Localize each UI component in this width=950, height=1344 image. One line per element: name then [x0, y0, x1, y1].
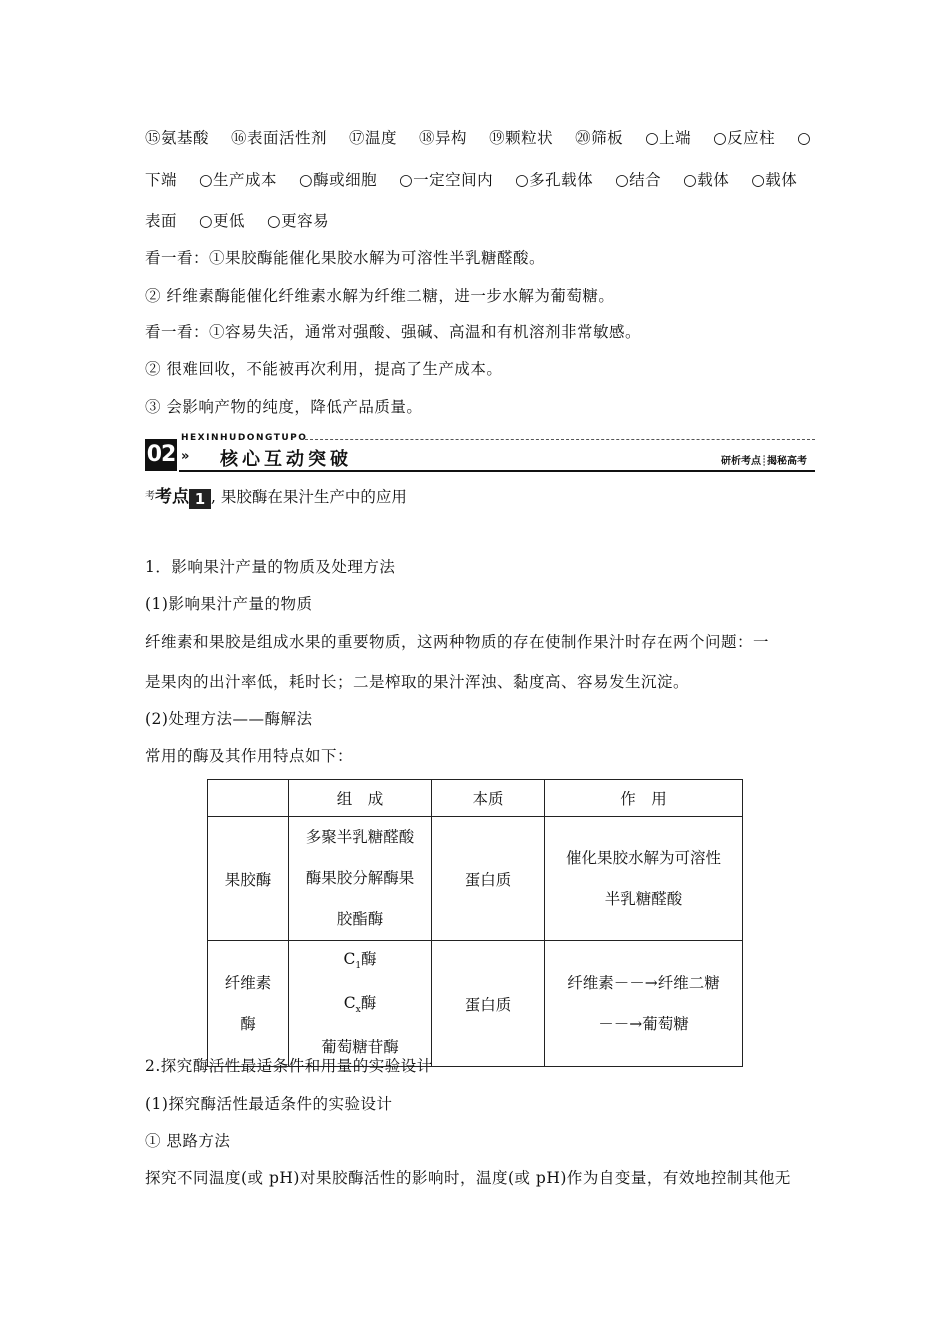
answer-item: ○载体 — [683, 171, 730, 189]
composition-line — [295, 985, 425, 1029]
table-header: 作 用 — [545, 780, 743, 817]
section-banner — [145, 435, 815, 473]
formula-subscript: x — [355, 1005, 361, 1016]
formula-base: C — [343, 994, 356, 1013]
look-2b: ② 很难回收，不能被再次利用，提高了生产成本。 — [145, 360, 503, 378]
keypoint-heading — [145, 482, 407, 509]
keypoint-label: 考点 — [155, 487, 189, 507]
table-header: 组 成 — [289, 780, 432, 817]
answer-item: ○生产成本 — [199, 171, 278, 189]
function-line: 催化果胶水解为可溶性 — [565, 848, 721, 867]
enzyme-table — [207, 779, 743, 1067]
heading-1-2: (2)处理方法——酶解法 — [145, 710, 313, 728]
answer-item: ○更容易 — [267, 212, 330, 230]
section-title: 核心互动突破 — [220, 449, 352, 470]
answer-item: ⑲颗粒状 — [489, 129, 554, 147]
answer-line-1 — [145, 126, 811, 148]
table-header-row — [208, 780, 743, 817]
enzyme-name-line: 纤维素 — [224, 973, 272, 992]
answer-item: 下端 — [145, 171, 178, 189]
answer-item: ○载体 — [751, 171, 798, 189]
paragraph-2: 常用的酶及其作用特点如下： — [145, 747, 354, 765]
section-subtitle: 研析考点┊揭秘高考 — [720, 456, 807, 467]
table-cell-nature: 蛋白质 — [432, 941, 545, 1067]
table-header — [208, 780, 289, 817]
paragraph-1b: 是果肉的出汁率低，耗时长；二是榨取的果汁浑浊、黏度高、容易发生沉淀。 — [145, 673, 690, 691]
look-1a: 看一看：①果胶酶能催化果胶水解为可溶性半乳糖醛酸。 — [145, 249, 546, 267]
formula-base: C — [343, 950, 356, 968]
answer-item: ⑰温度 — [349, 129, 398, 147]
table-cell-enzyme — [208, 941, 289, 1067]
formula-tail: 酶 — [361, 950, 377, 968]
table-header: 本质 — [432, 780, 545, 817]
heading-2-1: (1)探究酶活性最适条件的实验设计 — [145, 1095, 393, 1113]
keypoint-text: , 果胶酶在果汁生产中的应用 — [211, 488, 407, 506]
table-row — [208, 817, 743, 941]
answer-item: ○上端 — [645, 129, 692, 147]
look-2c: ③ 会影响产物的纯度，降低产品质量。 — [145, 398, 423, 416]
composition-line — [295, 941, 425, 985]
table-cell-composition — [289, 817, 432, 941]
banner-rule — [179, 470, 815, 472]
answer-item: 表面 — [145, 212, 178, 230]
dashed-divider — [305, 439, 815, 440]
answer-line-3 — [145, 209, 329, 231]
heading-2: 2.探究酶活性最适条件和用量的实验设计 — [145, 1057, 433, 1075]
keypoint-number-badge: 1 — [189, 489, 211, 509]
table-cell-function — [545, 817, 743, 941]
table-cell-function — [545, 941, 743, 1067]
answer-item: ○酶或细胞 — [299, 171, 378, 189]
answer-item: ○ — [797, 129, 812, 147]
formula-tail: 酶 — [360, 994, 377, 1013]
function-line: 纤维素－－→纤维二糖 — [567, 973, 720, 992]
table-cell-composition — [289, 941, 432, 1067]
function-line: －－→葡萄糖 — [598, 1014, 689, 1033]
answer-item: ⑮氨基酸 — [145, 129, 210, 147]
answer-line-2 — [145, 168, 797, 190]
look-1b: ② 纤维素酶能催化纤维素水解为纤维二糖，进一步水解为葡萄糖。 — [145, 287, 615, 305]
heading-2-1-a: ① 思路方法 — [145, 1132, 231, 1150]
function-line: 半乳糖醛酸 — [604, 889, 683, 908]
answer-item: ○反应柱 — [713, 129, 776, 147]
answer-item: ⑳筛板 — [575, 129, 624, 147]
chevron-icon: » — [181, 449, 190, 464]
paragraph-1a: 纤维素和果胶是组成水果的重要物质，这两种物质的存在使制作果汁时存在两个问题：一 — [145, 633, 770, 651]
answer-item: ○结合 — [615, 171, 662, 189]
formula-subscript: 1 — [355, 961, 362, 972]
answer-item: ○一定空间内 — [399, 171, 494, 189]
formula-base: 葡萄糖苷酶 — [321, 1038, 399, 1057]
heading-1: 1．影响果汁产量的物质及处理方法 — [145, 558, 396, 576]
paragraph-3: 探究不同温度(或 pH)对果胶酶活性的影响时，温度(或 pH)作为自变量，有效地控制其他无 — [145, 1169, 791, 1187]
table-cell-enzyme: 果胶酶 — [208, 817, 289, 941]
answer-item: ⑱异构 — [419, 129, 468, 147]
heading-1-1: (1)影响果汁产量的物质 — [145, 595, 313, 613]
table-cell-nature: 蛋白质 — [432, 817, 545, 941]
composition-line: 多聚半乳糖醛酸 — [305, 828, 415, 846]
answer-item: ⑯表面活性剂 — [231, 129, 328, 147]
enzyme-name-line: 酶 — [240, 1014, 256, 1033]
answer-item: ○多孔载体 — [515, 171, 594, 189]
section-number: 02 — [145, 439, 177, 471]
composition-line: 酶果胶分解酶果 — [305, 869, 415, 887]
look-2a: 看一看：①容易失活，通常对强酸、强碱、高温和有机溶剂非常敏感。 — [145, 323, 642, 341]
composition-line: 胶酯酶 — [336, 910, 384, 928]
answer-item: ○更低 — [199, 212, 246, 230]
section-english-title: HEXINHUDONGTUPO — [181, 433, 308, 443]
keypoint-prefix: 考 — [145, 491, 155, 502]
table-row — [208, 941, 743, 1067]
